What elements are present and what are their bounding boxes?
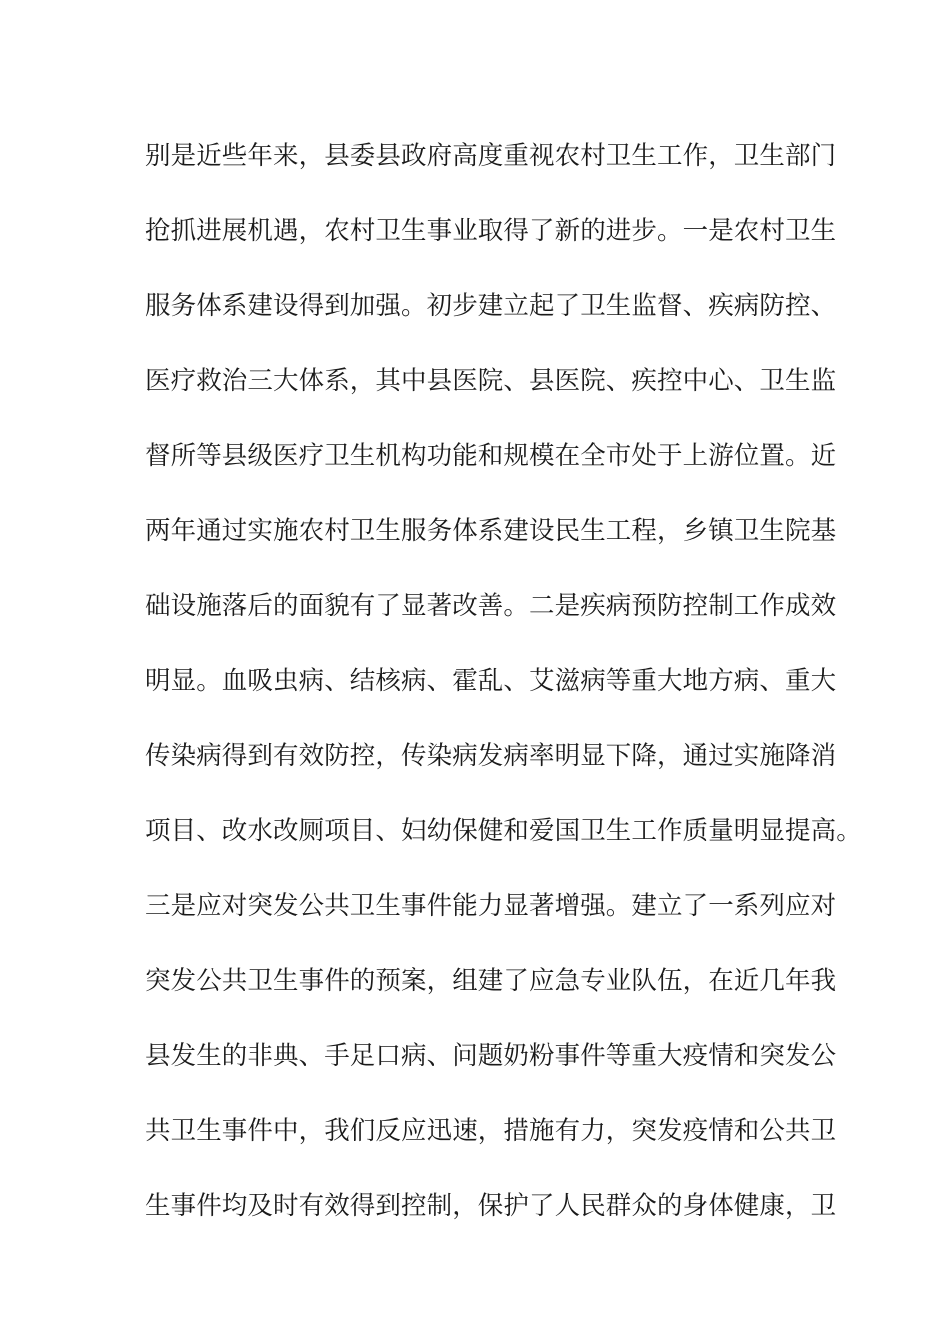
text-line: 别是近些年来，县委县政府高度重视农村卫生工作，卫生部门 xyxy=(145,141,837,171)
text-line: 抢抓进展机遇，农村卫生事业取得了新的进步。一是农村卫生 xyxy=(145,216,837,246)
text-line: 共卫生事件中，我们反应迅速，措施有力，突发疫情和公共卫 xyxy=(145,1116,837,1146)
text-line: 明显。血吸虫病、结核病、霍乱、艾滋病等重大地方病、重大 xyxy=(145,666,837,696)
text-line: 突发公共卫生事件的预案，组建了应急专业队伍，在近几年我 xyxy=(145,966,837,996)
body-text xyxy=(145,128,862,1253)
text-line: 服务体系建设得到加强。初步建立起了卫生监督、疾病防控、 xyxy=(145,291,837,321)
text-line: 两年通过实施农村卫生服务体系建设民生工程，乡镇卫生院基 xyxy=(145,516,837,546)
text-line: 三是应对突发公共卫生事件能力显著增强。建立了一系列应对 xyxy=(145,891,837,921)
text-line: 督所等县级医疗卫生机构功能和规模在全市处于上游位置。近 xyxy=(145,441,837,471)
text-line: 医疗救治三大体系，其中县医院、县医院、疾控中心、卫生监 xyxy=(145,366,837,396)
text-line: 项目、改水改厕项目、妇幼保健和爱国卫生工作质量明显提高。 xyxy=(145,816,862,846)
text-line: 县发生的非典、手足口病、问题奶粉事件等重大疫情和突发公 xyxy=(145,1041,837,1071)
text-line: 础设施落后的面貌有了显著改善。二是疾病预防控制工作成效 xyxy=(145,591,837,621)
text-line: 生事件均及时有效得到控制，保护了人民群众的身体健康，卫 xyxy=(145,1191,837,1221)
text-line: 传染病得到有效防控，传染病发病率明显下降，通过实施降消 xyxy=(145,741,837,771)
